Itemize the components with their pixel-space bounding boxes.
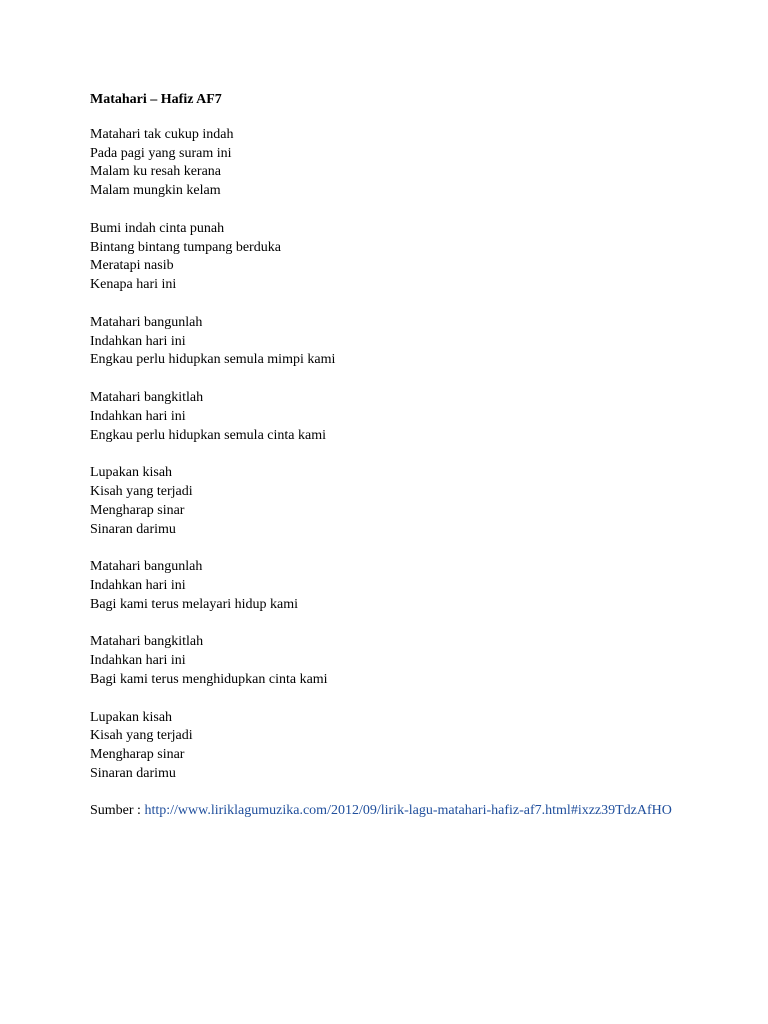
stanza-1 xyxy=(90,126,730,201)
lyric-line: Bintang bintang tumpang berduka xyxy=(90,239,281,255)
lyric-line: Kisah yang terjadi xyxy=(90,483,193,499)
source-label: Sumber : xyxy=(90,803,145,819)
lyric-line: Lupakan kisah xyxy=(90,465,173,481)
lyric-line: Indahkan hari ini xyxy=(90,408,186,424)
source-link[interactable]: http://www.liriklagumuzika.com/2012/09/lirik-lagu-matahari-hafiz-af7.html#ixzz39TdzAfHO xyxy=(144,803,672,819)
lyric-line: Malam ku resah kerana xyxy=(90,164,221,180)
lyric-line: Bagi kami terus menghidupkan cinta kami xyxy=(90,671,328,687)
document-page xyxy=(90,91,730,821)
stanza-6 xyxy=(90,558,730,614)
lyric-line: Indahkan hari ini xyxy=(90,653,186,669)
stanza-3 xyxy=(90,314,730,370)
lyric-line: Indahkan hari ini xyxy=(90,577,186,593)
lyric-line: Matahari bangkitlah xyxy=(90,389,204,405)
stanza-5 xyxy=(90,464,730,539)
stanza-4 xyxy=(90,389,730,445)
lyric-line: Malam mungkin kelam xyxy=(90,183,221,199)
lyric-line: Meratapi nasib xyxy=(90,258,174,274)
stanza-2 xyxy=(90,220,730,295)
song-title: Matahari – Hafiz AF7 xyxy=(90,92,222,107)
lyric-line: Kisah yang terjadi xyxy=(90,728,193,744)
stanza-7 xyxy=(90,633,730,689)
lyric-line: Bumi indah cinta punah xyxy=(90,220,225,236)
lyric-line: Mengharap sinar xyxy=(90,502,185,518)
lyric-line: Matahari bangunlah xyxy=(90,559,203,575)
lyric-line: Engkau perlu hidupkan semula cinta kami xyxy=(90,427,326,443)
lyric-line: Bagi kami terus melayari hidup kami xyxy=(90,596,299,612)
lyric-line: Indahkan hari ini xyxy=(90,333,186,349)
lyric-line: Mengharap sinar xyxy=(90,747,185,763)
lyric-line: Sinaran darimu xyxy=(90,765,176,781)
source-line xyxy=(90,802,730,821)
lyric-line: Matahari bangkitlah xyxy=(90,634,204,650)
lyric-line: Matahari bangunlah xyxy=(90,314,203,330)
lyric-line: Kenapa hari ini xyxy=(90,277,177,293)
lyric-line: Pada pagi yang suram ini xyxy=(90,145,232,161)
lyric-line: Sinaran darimu xyxy=(90,521,176,537)
stanza-8 xyxy=(90,709,730,784)
lyric-line: Engkau perlu hidupkan semula mimpi kami xyxy=(90,352,336,368)
lyric-line: Matahari tak cukup indah xyxy=(90,126,234,142)
lyric-line: Lupakan kisah xyxy=(90,709,173,725)
